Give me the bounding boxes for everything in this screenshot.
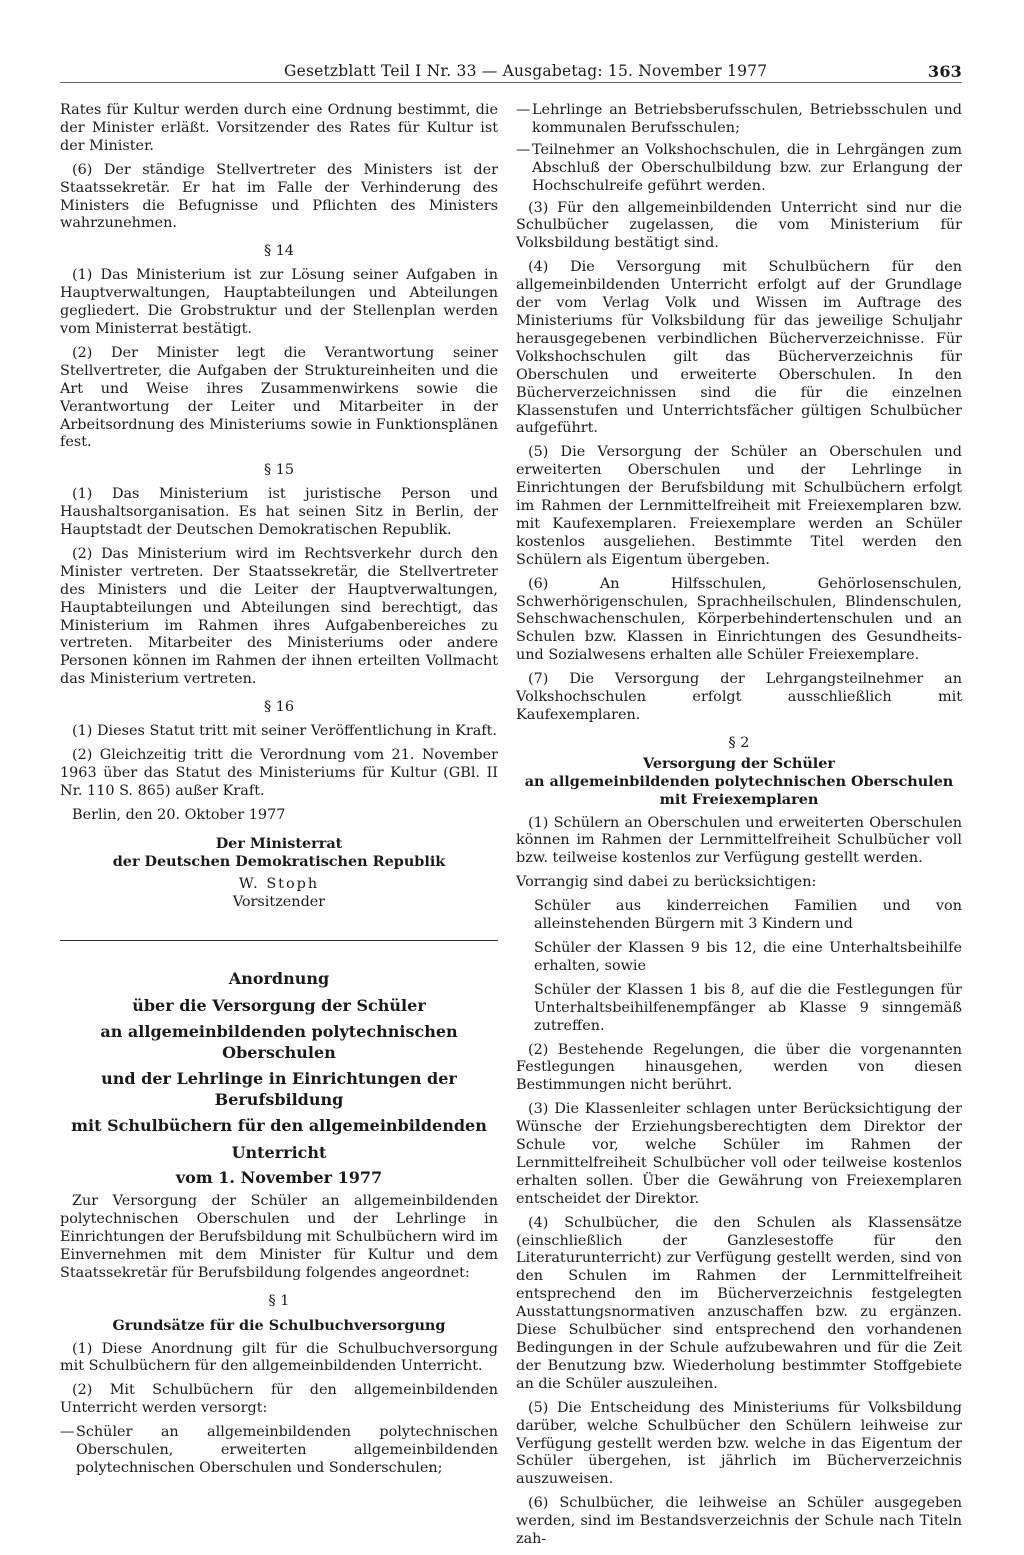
ordinance-title-line: an allgemeinbildenden polytechnischen Oberschulen xyxy=(100,1022,458,1062)
dash-marker: — xyxy=(516,102,531,118)
right-column xyxy=(516,102,962,1555)
section-heading: § 14 xyxy=(263,243,295,260)
signature-name: W. Stoph xyxy=(238,876,320,893)
ordinance-title xyxy=(60,969,498,1163)
paragraph: (2) Mit Schulbüchern für den allgemeinbildenden Unterricht werden versorgt: xyxy=(60,1382,498,1417)
list-item xyxy=(516,102,962,138)
list-item: Schüler der Klassen 9 bis 12, die eine Unterhaltsbeihilfe erhalten, sowie xyxy=(534,939,962,974)
dash-marker: — xyxy=(60,1424,75,1441)
section-heading: § 1 xyxy=(268,1292,290,1309)
ordinance-title-line: Anordnung xyxy=(228,969,330,989)
dash-marker: — xyxy=(516,141,531,158)
paragraph: (6) Schulbücher, die leihweise an Schüler ausgegeben werden, sind im Bestandsverzeichnis der Schule nach Titeln zah- xyxy=(516,1495,962,1548)
paragraph: Rates für Kultur werden durch eine Ordnung bestimmt, die der Minister erläßt. Vorsitzender des Rates für Kultur ist der Minister. xyxy=(60,102,498,154)
ordinance-title-line: über die Versorgung der Schüler xyxy=(132,995,426,1015)
paragraph: (1) Das Ministerium ist juristische Person und Haushaltsorganisation. Es hat seinen Sitz in Berlin, der Hauptstadt der Deutschen Demokratischen Republik. xyxy=(60,486,498,539)
section-title: Grundsätze für die Schulbuchversorgung xyxy=(112,1316,446,1334)
paragraph: Vorrangig sind dabei zu berücksichtigen: xyxy=(516,874,817,891)
ordinance-date: vom 1. November 1977 xyxy=(175,1168,383,1188)
signature-role: Vorsitzender xyxy=(232,894,326,911)
paragraph: (7) Die Versorgung der Lehrgangsteilnehmer an Volkshochschulen erfolgt ausschließlich mit Kaufexemplaren. xyxy=(516,671,962,723)
paragraph: (3) Die Klassenleiter schlagen unter Berücksichtigung der Wünsche der Erziehungsberechtigten dem Direktor der Schule vor, welche Schüler im Rahmen der Lernmittelfreiheit Schulbücher voll oder teilweise kostenlos erhalten sollen. Über die Gewährung von Freiexemplaren entscheidet der Direktor. xyxy=(516,1101,962,1207)
section-heading: § 16 xyxy=(263,699,295,716)
paragraph: (2) Das Ministerium wird im Rechtsverkehr durch den Minister vertreten. Der Staatssekretär, die Stellvertreter des Ministers und die Leiter der Hauptverwaltungen, Hauptabteilungen und Abteilungen sind berechtigt, das Ministerium im Rahmen ihres Aufgabenbereiches zu vertreten. Mitarbeiter des Ministeriums oder andere Personen können im Rahmen der ihnen erteilten Vollmacht das Ministerium vertreten. xyxy=(60,545,498,688)
page-header xyxy=(60,60,962,84)
paragraph: (3) Für den allgemeinbildenden Unterricht sind nur die Schulbücher zugelassen, die vom Ministerium für Volksbildung bestätigt sind. xyxy=(516,199,962,252)
list-item-text: Lehrlinge an Betriebsberufsschulen, Betriebsschulen und kommunalen Berufsschulen; xyxy=(532,102,962,136)
list-item-text: Teilnehmer an Volkshochschulen, die in Lehrgängen zum Abschluß der Oberschulbildung bzw. zur Erlangung der Hochschulreife geführt werden. xyxy=(532,141,962,194)
signature-org: Der Ministerrat xyxy=(215,834,343,852)
paragraph: (6) Der ständige Stellvertreter des Ministers ist der Staatssekretär. Er hat im Falle der Verhinderung des Ministers die Befugnisse und Pflichten des Ministers wahrzunehmen. xyxy=(60,161,498,232)
preamble: Zur Versorgung der Schüler an allgemeinbildenden polytechnischen Oberschulen und der Lehrlinge in Einrichtungen der Berufsbildung mit Schulbüchern wird im Einvernehmen mit dem Minister für Kultur und dem Staatssekretär für Berufsbildung folgendes angeordnet: xyxy=(60,1193,498,1281)
ordinance-title-line: Unterricht xyxy=(231,1142,327,1162)
paragraph: (2) Gleichzeitig tritt die Verordnung vom 21. November 1963 über das Statut des Ministeriums für Kultur (GBl. II Nr. 110 S. 865) außer Kraft. xyxy=(60,747,498,799)
list-item-text: Schüler an allgemeinbildenden polytechnischen Oberschulen, erweiterten allgemeinbildenden polytechnischen Oberschulen und Sonderschulen; xyxy=(76,1424,498,1476)
signature-org: der Deutschen Demokratischen Republik xyxy=(112,852,446,870)
ordinance-title-line: und der Lehrlinge in Einrichtungen der Berufsbildung xyxy=(101,1069,457,1109)
header-title: Gesetzblatt Teil I Nr. 33 — Ausgabetag: 15. November 1977 xyxy=(284,62,768,80)
place-date: Berlin, den 20. Oktober 1977 xyxy=(72,806,286,823)
paragraph: (1) Diese Anordnung gilt für die Schulbuchversorgung mit Schulbüchern für den allgemeinbildenden Unterricht. xyxy=(60,1340,498,1375)
paragraph: (5) Die Entscheidung des Ministeriums für Volksbildung darüber, welche Schulbücher den Schülern leihweise zur Verfügung gestellt werden bzw. welche in das Eigentum der Schüler übergehen, ist jährlich im Bücherverzeichnis auszuweisen. xyxy=(516,1399,962,1488)
paragraph: (2) Der Minister legt die Verantwortung seiner Stellvertreter, die Aufgaben der Struktureinheiten und die Art und Weise ihres Zusammenwirkens sowie die Verantwortung der Leiter und Mitarbeiter in der Arbeitsordnung des Ministeriums sowie in Funktionsplänen fest. xyxy=(60,344,498,451)
section-heading: § 15 xyxy=(263,462,295,479)
paragraph: (1) Dieses Statut tritt mit seiner Veröffentlichung in Kraft. xyxy=(72,723,497,740)
list-item xyxy=(60,1424,498,1478)
page-number: 363 xyxy=(928,62,962,81)
paragraph: (4) Schulbücher, die den Schulen als Klassensätze (einschließlich der Ganzlesestoffe für den Literaturunterricht) zur Verfügung gestellt werden, sind von den Schulen im Rahmen der Lernmittelfreiheit entsprechend den im Bücherverzeichnis festgelegten Ausstattungsnormativen anzuschaffen bzw. zu ergänzen. Diese Schulbücher sind entsprechend den vorhandenen Bedingungen in der Schule aufzubewahren und für die Zeit der Benutzung bzw. Wiederholung bestimmter Stoffgebiete an die Schüler auszuleihen. xyxy=(516,1214,962,1392)
list-item xyxy=(516,142,962,196)
paragraph: (6) An Hilfsschulen, Gehörlosenschulen, Schwerhörigenschulen, Sprachheilschulen, Blindenschulen, Sehschwachenschulen, Körperbehindertenschulen und an Schulen bzw. Klassen in Einrichtungen des Gesundheits- und Sozialwesens erhalten alle Schüler Freiexemplare. xyxy=(516,575,962,664)
section-title-line: an allgemeinbildenden polytechnischen Oberschulen xyxy=(524,772,954,790)
header-rule xyxy=(60,82,962,83)
paragraph: (1) Das Ministerium ist zur Lösung seiner Aufgaben in Hauptverwaltungen, Hauptabteilungen und Abteilungen gegliedert. Die Grobstruktur und der Stellenplan werden vom Ministerrat bestätigt. xyxy=(60,267,498,337)
list-item: Schüler der Klassen 1 bis 8, auf die die Festlegungen für Unterhaltsbeihilfenempfänger ab Klasse 9 sinngemäß zutreffen. xyxy=(534,981,962,1034)
section-heading: § 2 xyxy=(728,734,750,751)
divider xyxy=(60,940,498,941)
ordinance-title-line: mit Schulbüchern für den allgemeinbildenden xyxy=(71,1116,487,1136)
paragraph: (4) Die Versorgung mit Schulbüchern für den allgemeinbildenden Unterricht erfolgt auf der Grundlage der vom Verlag Volk und Wissen im Auftrage des Ministeriums für Volksbildung für das jeweilige Schuljahr herausgegebenen verbindlichen Bücherverzeichnisse. Für Volkshochschulen gilt das Bücherverzeichnis für Oberschulen und erweiterte Oberschulen. In den Bücherverzeichnissen sind die für die einzelnen Klassenstufen und Unterrichtsfächer gültigen Schulbücher aufgeführt. xyxy=(516,259,962,437)
section-title-line: Versorgung der Schüler xyxy=(642,754,836,772)
paragraph: (1) Schülern an Oberschulen und erweiterten Oberschulen können im Rahmen der Lernmittelfreiheit Schulbücher voll bzw. teilweise kostenlos zur Verfügung gestellt werden. xyxy=(516,814,962,867)
paragraph: (2) Bestehende Regelungen, die über die vorgenannten Festlegungen hinausgehen, werden von diesen Bestimmungen nicht berührt. xyxy=(516,1041,962,1094)
paragraph: (5) Die Versorgung der Schüler an Oberschulen und erweiterten Oberschulen und der Lehrlinge in Einrichtungen der Berufsbildung mit Schulbüchern erfolgt im Rahmen der Lernmittelfreiheit mit Freiexemplaren bzw. mit Kaufexemplaren. Freiexemplare werden an Schüler kostenlos ausgeliehen. Bestimmte Titel werden den Schülern als Eigentum übergeben. xyxy=(516,444,962,568)
signature-block xyxy=(60,835,498,913)
section-title-line: mit Freiexemplaren xyxy=(659,790,819,808)
list-item: Schüler aus kinderreichen Familien und von alleinstehenden Bürgern mit 3 Kindern und xyxy=(534,898,962,933)
left-column xyxy=(60,102,498,1482)
